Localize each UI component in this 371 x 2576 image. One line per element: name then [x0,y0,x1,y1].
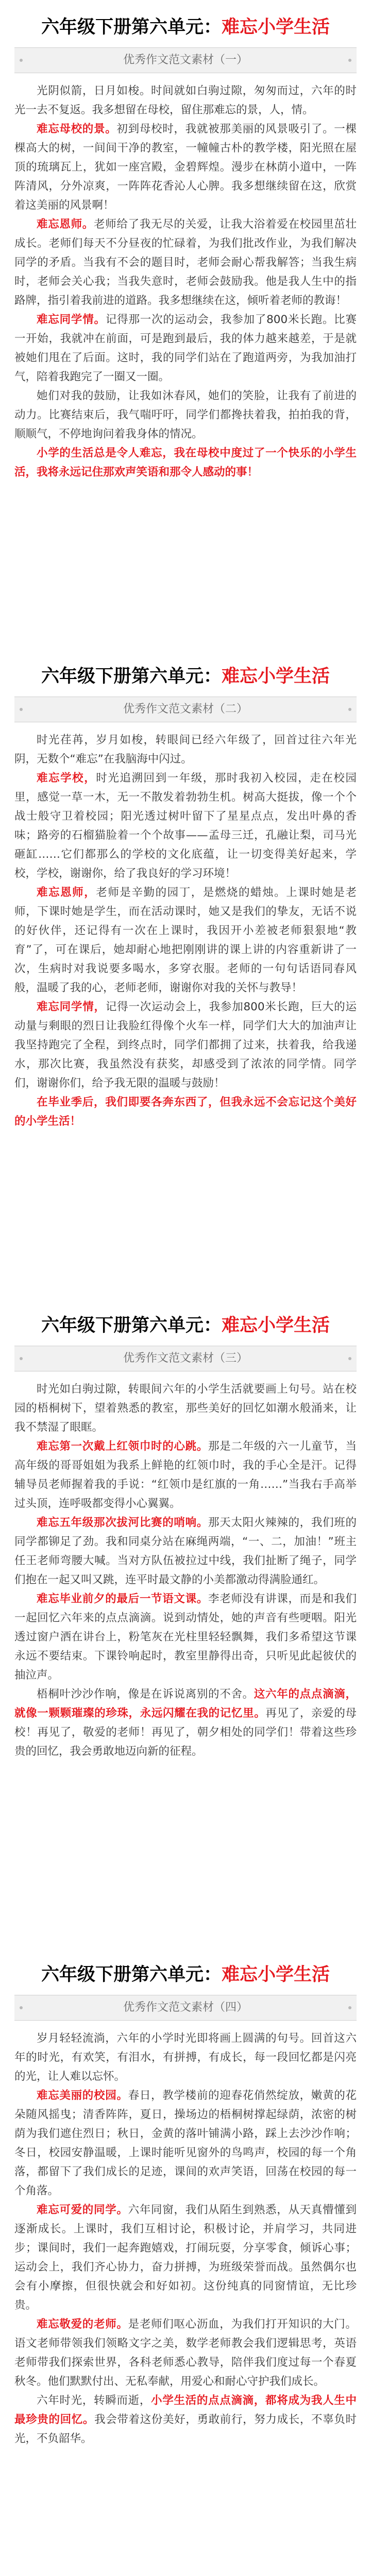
paragraph-text: 时光追溯回到一年级，那时我初入校园，走在校园里，感觉一草一木，无一不散发着勃勃生机。树高大挺拔，像一个个战士般守卫着校园；阳光透过树叶留下了星星点点，发出叶鼻的香味；路旁的石榴猫脸着一个个故事——孟母三迁，孔融让梨，司马光砸缸……它们都那么的学校的文化底蕴，让一切变得美好起来，学校，学校，谢谢你，给了我良好的学习环境！ [14,772,357,880]
title-highlight: 难忘小学生活 [222,17,330,38]
paragraph [14,310,357,386]
title-prefix: 六年级下册第六单元： [41,17,222,38]
paragraph [14,883,357,997]
article-section [14,649,357,1298]
paragraph-text: 六年时光，转瞬而逝， [37,2394,151,2407]
paragraph-lead: 难忘母校的景。 [37,123,117,135]
paragraph-text: 光阴似箭，日月如梭。时间就如白驹过隙，匆匆而过，六年的时光一去不复返。我多想留在母校，留住那难忘的景，人，情。 [14,84,357,116]
paragraph [14,769,357,883]
paragraph-lead: 难忘第一次戴上红领巾时的心跳。 [37,1440,209,1453]
paragraph-text: 再见了，亲爱的母校！再见了，敬爱的老师！再见了，朝夕相处的同学们！带着这些珍贵的回忆，我会勇敢地迈向新的征程。 [14,1707,357,1758]
title-highlight: 难忘小学生活 [222,1964,330,1985]
paragraph-text: 她们对我的鼓励，让我如沐春风，她们的笑脸，让我有了前进的动力。比赛结束后，我气喘吁吁，同学们都搀扶着我，拍拍我的背，顺顺气，不停地询问着我身体的情况。 [14,389,357,440]
paragraph-text: 春日，教学楼前的迎春花俏然绽放，嫩黄的花朵随风摇曳；清香阵阵，夏日，操场边的梧桐树撑起绿荫，浓密的树荫为我们遮住烈日；秋日，金黄的落叶铺满小路，踩上去沙沙作响；冬日，校园安静温暖，上课时能听见窗外的鸟鸣声，校园的每一个角落，都留下了我们成长的足迹，课间的欢声笑语，回荡在校园的每一个角落。 [14,2089,357,2197]
section-subtitle: 优秀作文范文素材（一） [14,47,357,73]
paragraph-lead: 难忘可爱的同学。 [37,2204,128,2216]
title-prefix: 六年级下册第六单元： [41,666,222,687]
paragraph [14,1589,357,1685]
paragraph [14,997,357,1093]
paragraph [14,81,357,120]
paragraph [14,1685,357,1761]
paragraph [14,2315,357,2391]
paragraph [14,2200,357,2315]
paragraph-text: 在毕业季后，我们即要各奔东西了，但我永远不会忘记这个美好的小学生活！ [14,1096,357,1128]
paragraph-text: 那是二年级的六一儿童节，当高年级的哥哥姐姐为我系上鲜艳的红领巾时，我的手心全是汗。记得辅导员老师握着我的手说：“红领巾是红旗的一角……”当我右手高举过头顶，连呼吸都变得小心翼翼。 [14,1440,357,1510]
article-section [14,1947,357,2576]
section-title [14,1963,357,1987]
paragraph-lead: 难忘同学情， [37,1001,106,1013]
paragraph [14,2086,357,2200]
paragraph-highlight: 这六年的点点滴滴，就像一颗颗璀璨的珍珠，永远闪耀在我的记忆里。 [14,1688,357,1720]
paragraph [14,120,357,215]
paragraph [14,1093,357,1131]
title-prefix: 六年级下册第六单元： [41,1964,222,1985]
section-subtitle: 优秀作文范文素材（二） [14,697,357,722]
paragraph-text: 老师是辛勤的园丁，是燃烧的蜡烛。上课时她是老师，下课时她是学生，而在活动课时，她又是我们的挚友，无话不说的好伙伴，还记得有一次在上课时，我因开小差被老师狠狠地“教育”了，可在课后，她却耐心地把刚刚讲的课上讲的内容重新讲了一次，生病时对我说要多喝水，多穿衣服。老师的一句句话语同春风般，温暖了我的心，老师老师，谢谢你对我的关怀与教导！ [14,886,357,994]
paragraph-lead: 难忘恩师。 [37,218,94,231]
title-highlight: 难忘小学生活 [222,1315,330,1336]
section-title [14,1314,357,1337]
section-title [14,665,357,688]
paragraph-lead: 难忘同学情。 [37,313,106,326]
paragraph [14,1513,357,1589]
title-prefix: 六年级下册第六单元： [41,1315,222,1336]
paragraph-text: 六年同窗，我们从陌生到熟悉，从天真懵懂到逐渐成长。上课时，我们互相讨论，积极讨论，并肩学习，共同进步；课间时，我们一起奔跑嬉戏，打闹玩耍，分享零食，倾诉心事；运动会上，我们齐心协力，奋力拼搏，为班级荣誉而战。虽然偶尔也会有小摩擦，但很快就会和好如初。这份纯真的同窗情谊，无比珍贵。 [14,2204,357,2312]
paragraph [14,2391,357,2448]
article-section [14,1298,357,1947]
paragraph [14,1380,357,1437]
paragraph [14,444,357,482]
paragraph-lead: 难忘敬爱的老师。 [37,2318,128,2331]
paragraph-text: 梧桐叶沙沙作响，像是在诉说离别的不舍。 [37,1688,254,1701]
paragraph-lead: 难忘美丽的校园。 [37,2089,128,2102]
paragraph-text: 老师给了我无尽的关爱，让我大浴着爱在校园里茁壮成长。老师们每天不分昼夜的忙碌着，为我们批改作业，为我们解决同学的矛盾。当我有不会的题目时，老师会耐心帮我解答；当我生病时，老师会关心我；当我失意时，老师会鼓励我。他是我人生中的指路牌，指引着我前进的道路。我多想继续在这，倾听着老师的教诲！ [14,218,357,307]
paragraph [14,731,357,769]
section-subtitle: 优秀作文范文素材（三） [14,1346,357,1371]
paragraph-text: 是老师们呕心沥血，为我们打开知识的大门。语文老师带领我们领略文字之美，数学老师教会我们逻辑思考，英语老师带我们探索世界，各科老师悉心教导，陪伴我们度过每一个春夏秋冬。他们默默付出、无私奉献，用爱心和耐心守护我们成长。 [14,2318,357,2388]
article-section [14,0,357,649]
paragraph-text: 那天太阳火辣辣的，我们班的同学都铆足了劲。我和同桌分站在麻绳两端，“一、二，加油！”班主任王老师弯腰大喊。当对方队伍被拉过中线，我们扯断了绳子，同学们抱在一起又叫又跳，连平时最文静的小美都激动得满脸通红。 [14,1516,357,1586]
paragraph [14,215,357,310]
section-subtitle: 优秀作文范文素材（四） [14,1995,357,2021]
paragraph-text: 岁月轻轻流淌，六年的小学时光即将画上圆满的句号。回首这六年的时光，有欢笑，有泪水，有拼搏，有成长，每一段回忆都是闪亮的光，让人难以忘怀。 [14,2032,357,2083]
paragraph-text: 小学的生活总是令人难忘，我在母校中度过了一个快乐的小学生活，我将永远记住那欢声笑语和那令人感动的事！ [14,447,357,479]
section-title [14,15,357,39]
paragraph-lead: 难忘恩师， [37,886,96,899]
paragraph-text: 初到母校时，我就被那美丽的风景吸引了。一棵棵高大的树，一间间干净的教室，一幢幢古朴的教学楼，阳光照在屋顶的琉璃瓦上，犹如一座宫殿，金碧辉煌。漫步在林荫小道中，一阵阵清风，分外凉爽，一阵阵花香沁人心脾。我多想继续留在这，欣赏着这美丽的风景啊！ [14,123,357,212]
paragraph-text: 记得那一次的运动会，我参加了800米长跑。比赛一开始，我就冲在前面，可是跑到最后，我的体力越来越差，于是就被她们甩在了后面。这时，我的同学们站在了跑道两旁，为我加油打气，陪着我跑完了一圈又一圈。 [14,313,357,383]
paragraph-text: 我会带着这份美好，勇敢前行，努力成长，不辜负时光，不负韶华。 [14,2413,357,2445]
paragraph [14,386,357,444]
paragraph [14,2029,357,2086]
paragraph-highlight: 小学生活的点点滴滴，都将成为我人生中最珍贵的回忆。 [14,2394,357,2426]
paragraph-text: 记得一次运动会上，我参加800米长跑，巨大的运动量与剩眼的烈日让我脸红得像个火车一样，同学们大大的加油声让我坚持跑完了全程，到终点时，同学们都拥了过来，扶着我，给我递水，那次比赛，我虽然没有获奖，却感受到了浓浓的同学情。同学们，谢谢你们，给予我无限的温暖与鼓励！ [14,1001,357,1090]
title-highlight: 难忘小学生活 [222,666,330,687]
paragraph-lead: 难忘学校， [37,772,96,785]
paragraph-text: 时光荏苒，岁月如梭，转眼间已经六年级了，回首过往六年光阴，无数个“难忘”在我脑海中闪过。 [14,734,357,766]
paragraph-text: 李老师没有讲课，而是和我们一起回忆六年来的点点滴滴。说到动情处，她的声音有些哽咽。阳光透过窗户洒在讲台上，粉笔灰在光柱里轻轻飘舞，我们多希望这节课永远不要结束。下课铃响起时，教室里静得出奇，只听见此起彼伏的抽泣声。 [14,1592,357,1682]
paragraph [14,1437,357,1513]
paragraph-lead: 难忘五年级那次拔河比赛的哨响。 [37,1516,209,1529]
paragraph-text: 时光如白驹过隙，转眼间六年的小学生活就要画上句号。站在校园的梧桐树下，望着熟悉的教室，那些美好的回忆如潮水般涌来，让我不禁湿了眼眶。 [14,1383,357,1434]
paragraph-lead: 难忘毕业前夕的最后一节语文课。 [37,1592,209,1605]
